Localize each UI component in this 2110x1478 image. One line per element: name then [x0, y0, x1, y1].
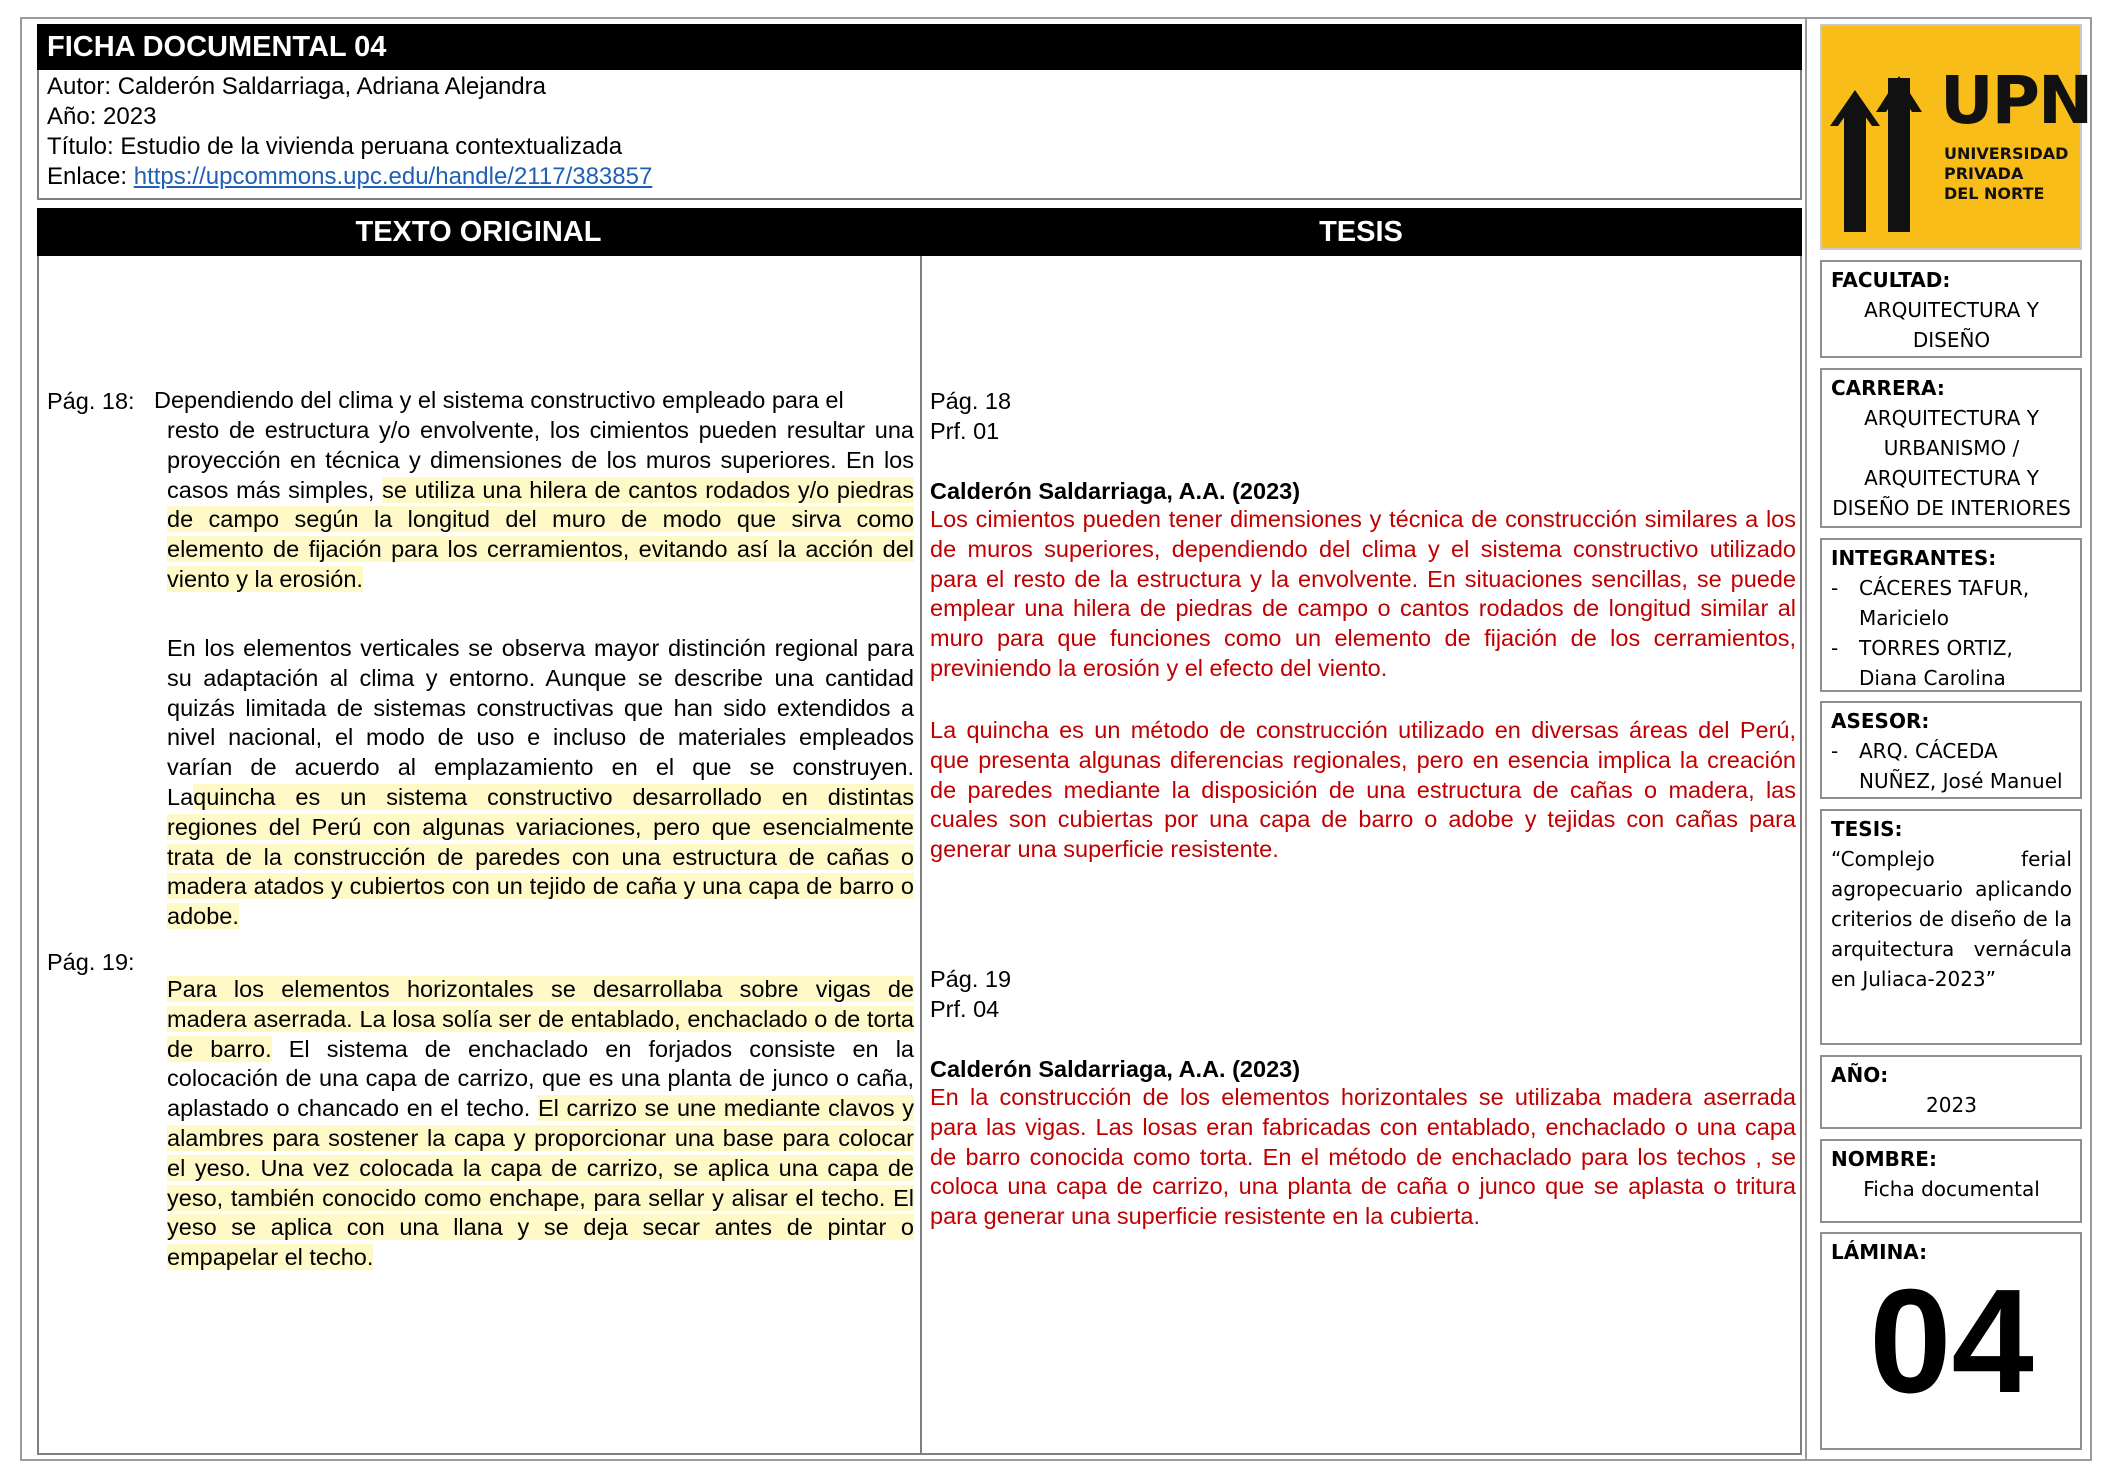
integrante-name: TORRES ORTIZ, Diana Carolina [1859, 636, 2013, 690]
asesor-label: ASESOR: [1831, 709, 1930, 733]
original-p1-highlight: se utiliza una hilera de cantos rodados y/o piedras de campo según la longitud del muro de modo que sirva como elemento de fijación para los cerramientos, evitando así la acción del viento y la erosión. [167, 476, 914, 592]
original-p3-highlight-1: Para los elementos horizontales se desarrollaba sobre vigas de madera aserrada. La losa solía ser de entablado, enchaclado o de torta de barro. [167, 976, 914, 1062]
anio-label: AÑO: [1831, 1063, 1889, 1087]
nombre-box [1820, 1139, 2082, 1223]
page-19-label: Pág. 19: [47, 949, 135, 975]
original-p1-first-line: Dependiendo del clima y el sistema constructivo empleado para el [154, 387, 844, 413]
link-line [47, 162, 652, 192]
logo-line-3: DEL NORTE [1944, 184, 2045, 203]
original-p2-highlight: quincha es un sistema constructivo desarrollado en distintas regiones del Perú con algunas variaciones, pero que esencialmente trata de la construcción de paredes con una estructura de cañas o madera atados y cubiertos con un tejido de caña y una capa de barro o adobe. [167, 783, 914, 930]
facultad-value: ARQUITECTURA Y DISEÑO [1864, 298, 2039, 352]
logo-abbr: UPN [1940, 62, 2092, 139]
year-line: Año: 2023 [47, 103, 157, 130]
source-link[interactable]: https://upcommons.upc.edu/handle/2117/383857 [133, 163, 653, 190]
author-line: Autor: Calderón Saldarriaga, Adriana Alejandra [47, 73, 546, 100]
logo-line-1: UNIVERSIDAD [1944, 144, 2069, 163]
original-p1-text: resto de estructura y/o envolvente, los cimientos pueden resultar una proyección en técnica y dimensiones de los muros superiores. En los casos más simples, [167, 417, 914, 503]
tesis-page-18: Pág. 18 [930, 388, 1012, 414]
original-p2-text: En los elementos verticales se observa mayor distinción regional para su adaptación al clima y entorno. Aunque se describe una cantidad quizás limitada de sistemas constructivas que han sido extendidos a nivel nacional, el modo de uso e incluso de materiales empleados varían de acuerdo al emplazamiento en el que se construyen. La [167, 635, 914, 810]
sidebar-divider [1805, 17, 1807, 1461]
page-18-label: Pág. 18: [47, 388, 135, 414]
page-title: FICHA DOCUMENTAL 04 [37, 24, 1802, 70]
tesis-paragraph-01: Prf. 01 [930, 418, 1000, 444]
tesis-label: TESIS: [1831, 817, 1903, 841]
tesis-paragraph-04: Prf. 04 [930, 996, 1000, 1022]
original-paragraph-3 [167, 975, 914, 1273]
tesis-citation-2: Calderón Saldarriaga, A.A. (2023) [930, 1056, 1301, 1082]
integrante-name: CÁCERES TAFUR, Maricielo [1859, 576, 2030, 630]
carrera-label: CARRERA: [1831, 376, 1945, 400]
integrante-item: - TORRES ORTIZ, Diana Carolina [1831, 633, 2072, 693]
facultad-label: FACULTAD: [1831, 268, 1951, 292]
logo-line-2: PRIVADA [1944, 164, 2024, 183]
asesor-name: ARQ. CÁCEDA NUÑEZ, José Manuel [1859, 739, 2063, 793]
integrante-item: - CÁCERES TAFUR, Maricielo [1831, 573, 2072, 633]
tesis-page-19: Pág. 19 [930, 966, 1012, 992]
tesis-text-2: La quincha es un método de construcción utilizado en diversas áreas del Perú, que presenta algunas diferencias regionales, pero en esencia implica la creación de paredes mediante la disposición de una estructura de cañas o madera, las cuales son cubiertas por una capa de barro o adobe y tejidas con cañas para generar una superficie resistente. [930, 717, 1796, 863]
title-line: Título: Estudio de la vivienda peruana contextualizada [47, 133, 623, 160]
original-p3-text: El sistema de enchaclado en forjados consiste en la colocación de una capa de carrizo, que es una planta de junco o caña, aplastado o chancado en el techo. [167, 1035, 915, 1122]
tesis-text-1: Los cimientos pueden tener dimensiones y técnica de construcción similares a los de muros superiores, dependiendo del clima y el sistema constructivo utilizado para el resto de la estructura y la envolvente. En situaciones sencillas, se puede emplear una hilera de piedras de campo o cantos rodados de longitud similar al muro para que funciones como un elemento de fijación de los cerramientos, previniendo la erosión y el efecto del viento. [930, 506, 1796, 681]
facultad-box [1820, 260, 2082, 358]
column-separator [920, 256, 922, 1455]
tesis-text-3: En la construcción de los elementos horizontales se utilizaba madera aserrada para las vigas. Las losas eran fabricadas con entablado, enchaclado o una capa de barro conocida como torta. En el método de enchaclado para los techos , se coloca una capa de carrizo, una planta de caña o junco que se aplasta o tritura para generar una superficie resistente en la cubierta. [930, 1084, 1796, 1230]
upn-logo [1820, 24, 2092, 250]
original-paragraph-1 [167, 416, 914, 595]
nombre-value: Ficha documental [1863, 1177, 2040, 1201]
tesis-title: “Complejo ferial agropecuario aplicando criterios de diseño de la arquitectura vernácula en Juliaca-2023” [1831, 847, 2072, 991]
integrantes-box [1820, 538, 2082, 692]
column-header-tesis: TESIS [1319, 216, 1403, 248]
carrera-box [1820, 368, 2082, 528]
nombre-label: NOMBRE: [1831, 1147, 1937, 1171]
tesis-citation-1: Calderón Saldarriaga, A.A. (2023) [930, 478, 1301, 504]
lamina-box [1820, 1232, 2082, 1450]
carrera-value: ARQUITECTURA Y URBANISMO / ARQUITECTURA Y DISEÑO DE INTERIORES [1832, 406, 2071, 520]
lamina-label: LÁMINA: [1831, 1240, 1928, 1264]
lamina-number: 04 [1869, 1259, 2034, 1424]
link-label: Enlace: [47, 163, 134, 190]
column-header-original: TEXTO ORIGINAL [355, 216, 602, 248]
anio-value: 2023 [1926, 1093, 1977, 1117]
integrantes-label: INTEGRANTES: [1831, 546, 1997, 570]
original-p3-highlight-2: El carrizo se une mediante clavos y alambres para sostener la capa y proporcionar una base para colocar el yeso. Una vez colocada la capa de carrizo, se aplica una capa de yeso, también conocido como enchape, para sellar y alisar el techo. El yeso se aplica con una llana y se deja secar antes de pintar o empapelar el techo. [167, 1095, 915, 1271]
tesis-box [1820, 809, 2082, 1045]
anio-box [1820, 1055, 2082, 1129]
asesor-box [1820, 701, 2082, 799]
asesor-item: - ARQ. CÁCEDA NUÑEZ, José Manuel [1831, 736, 2072, 796]
original-paragraph-2 [167, 634, 914, 932]
logo-name [1944, 144, 2068, 204]
